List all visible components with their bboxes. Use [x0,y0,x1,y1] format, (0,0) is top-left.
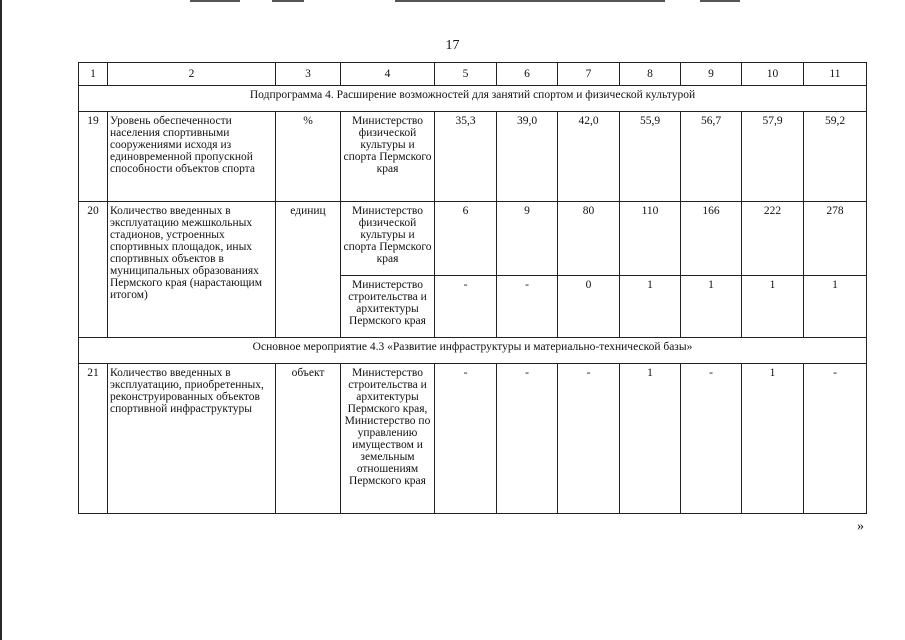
value-cell: 110 [620,202,681,276]
column-number: 1 [79,63,108,86]
column-number: 5 [435,63,497,86]
page-number: 17 [445,38,460,53]
table-row [79,202,867,276]
value-cell: 1 [742,364,804,514]
value-cell: 1 [620,364,681,514]
table-row [79,112,867,202]
value-cell: - [497,364,558,514]
value-cell: 42,0 [558,112,620,202]
value-cell: 0 [558,276,620,338]
value-cell: 278 [804,202,867,276]
column-number-row [79,63,867,86]
scan-left-edge [0,0,2,640]
value-cell: 56,7 [681,112,742,202]
value-cell: 39,0 [497,112,558,202]
section-row [79,338,867,364]
value-cell: 1 [804,276,867,338]
value-cell: 9 [497,202,558,276]
value-cell: 55,9 [620,112,681,202]
section-row [79,86,867,112]
responsible-cell: Министерство строительства и архитектуры Пермского края, Министерство по управлению имуществом и земельным отношениям Пермского края [341,364,435,514]
value-cell: 59,2 [804,112,867,202]
scan-top-artifact [700,0,740,2]
value-cell: - [497,276,558,338]
value-cell: 222 [742,202,804,276]
column-number: 4 [341,63,435,86]
unit-cell: объект [276,364,341,514]
value-cell: 80 [558,202,620,276]
responsible-cell: Министерство строительства и архитектуры Пермского края [341,276,435,338]
indicators-table [78,62,867,514]
value-cell: 57,9 [742,112,804,202]
responsible-cell: Министерство физической культуры и спорта Пермского края [341,202,435,276]
column-number: 8 [620,63,681,86]
column-number: 6 [497,63,558,86]
column-number: 7 [558,63,620,86]
indicator-name: Количество введенных в эксплуатацию межшкольных стадионов, устроенных спортивных площадок, иных спортивных объектов в муниципальных образованиях Пермского края (нарастающим итогом) [108,202,276,338]
value-cell: 6 [435,202,497,276]
value-cell: 35,3 [435,112,497,202]
row-number: 19 [79,112,108,202]
scan-top-artifact [190,0,240,2]
scan-top-artifact [395,0,665,2]
responsible-cell: Министерство физической культуры и спорта Пермского края [341,112,435,202]
value-cell: 166 [681,202,742,276]
scan-top-artifact [272,0,304,2]
row-number: 21 [79,364,108,514]
value-cell: - [681,364,742,514]
indicator-name: Уровень обеспеченности населения спортивными сооружениями исходя из единовременной пропускной способности объектов спорта [108,112,276,202]
unit-cell: единиц [276,202,341,338]
value-cell: - [558,364,620,514]
value-cell: 1 [620,276,681,338]
table-row [79,364,867,514]
column-number: 11 [804,63,867,86]
column-number: 3 [276,63,341,86]
value-cell: 1 [681,276,742,338]
column-number: 9 [681,63,742,86]
column-number: 10 [742,63,804,86]
value-cell: - [435,364,497,514]
value-cell: 1 [742,276,804,338]
row-number: 20 [79,202,108,338]
subprogram-title: Подпрограмма 4. Расширение возможностей для занятий спортом и физической культурой [79,86,867,112]
value-cell: - [435,276,497,338]
column-number: 2 [108,63,276,86]
indicator-name: Количество введенных в эксплуатацию, приобретенных, реконструированных объектов спортивной инфраструктуры [108,364,276,514]
closing-quote: » [857,519,864,534]
unit-cell: % [276,112,341,202]
activity-title: Основное мероприятие 4.3 «Развитие инфраструктуры и материально-технической базы» [79,338,867,364]
value-cell: - [804,364,867,514]
